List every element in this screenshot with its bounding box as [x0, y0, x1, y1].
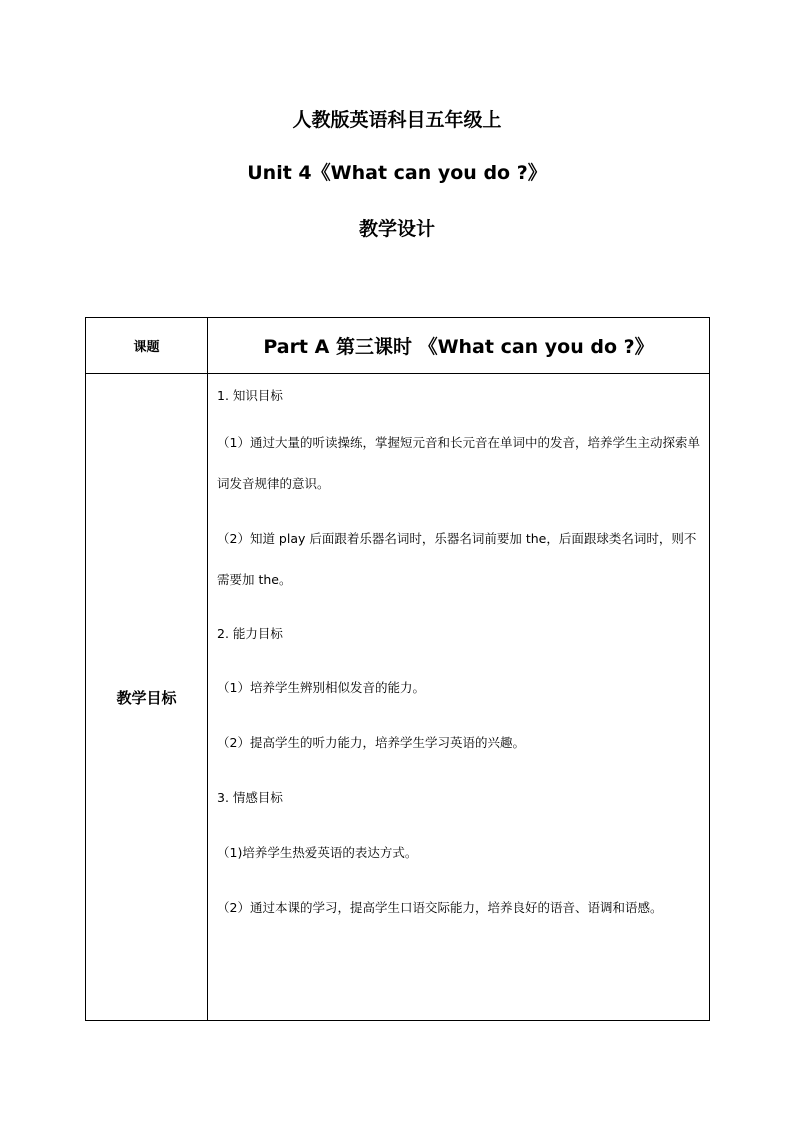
topic-value: Part A 第三课时 《What can you do ?》 — [208, 318, 710, 374]
goal-item: （2）知道 play 后面跟着乐器名词时，乐器名词前要加 the，后面跟球类名词时，则不需要加 the。 — [217, 531, 697, 587]
document-subtitle: 教学设计 — [358, 218, 435, 240]
goals-content — [208, 374, 710, 1021]
topic-label: 课题 — [86, 318, 208, 374]
goal-item: （1)培养学生热爱英语的表达方式。 — [217, 845, 418, 860]
document-title: 人教版英语科目五年级上 — [292, 109, 502, 131]
goals-label: 教学目标 — [86, 374, 208, 1021]
goal-item: （1）通过大量的听读操练，掌握短元音和长元音在单词中的发音，培养学生主动探索单词发音规律的意识。 — [217, 435, 700, 491]
unit-title: Unit 4《What can you do ?》 — [247, 162, 547, 184]
goal-item: （2）提高学生的听力能力，培养学生学习英语的兴趣。 — [217, 735, 525, 750]
goal-heading-ability: 2. 能力目标 — [217, 626, 283, 641]
table-row-goals — [86, 374, 710, 1021]
goal-item: （2）通过本课的学习，提高学生口语交际能力，培养良好的语音、语调和语感。 — [217, 900, 663, 915]
goal-heading-knowledge: 1. 知识目标 — [217, 388, 283, 403]
lesson-plan-table — [85, 317, 710, 1021]
goal-heading-emotion: 3. 情感目标 — [217, 790, 283, 805]
goal-item: （1）培养学生辨别相似发音的能力。 — [217, 680, 425, 695]
table-row-topic — [86, 318, 710, 374]
